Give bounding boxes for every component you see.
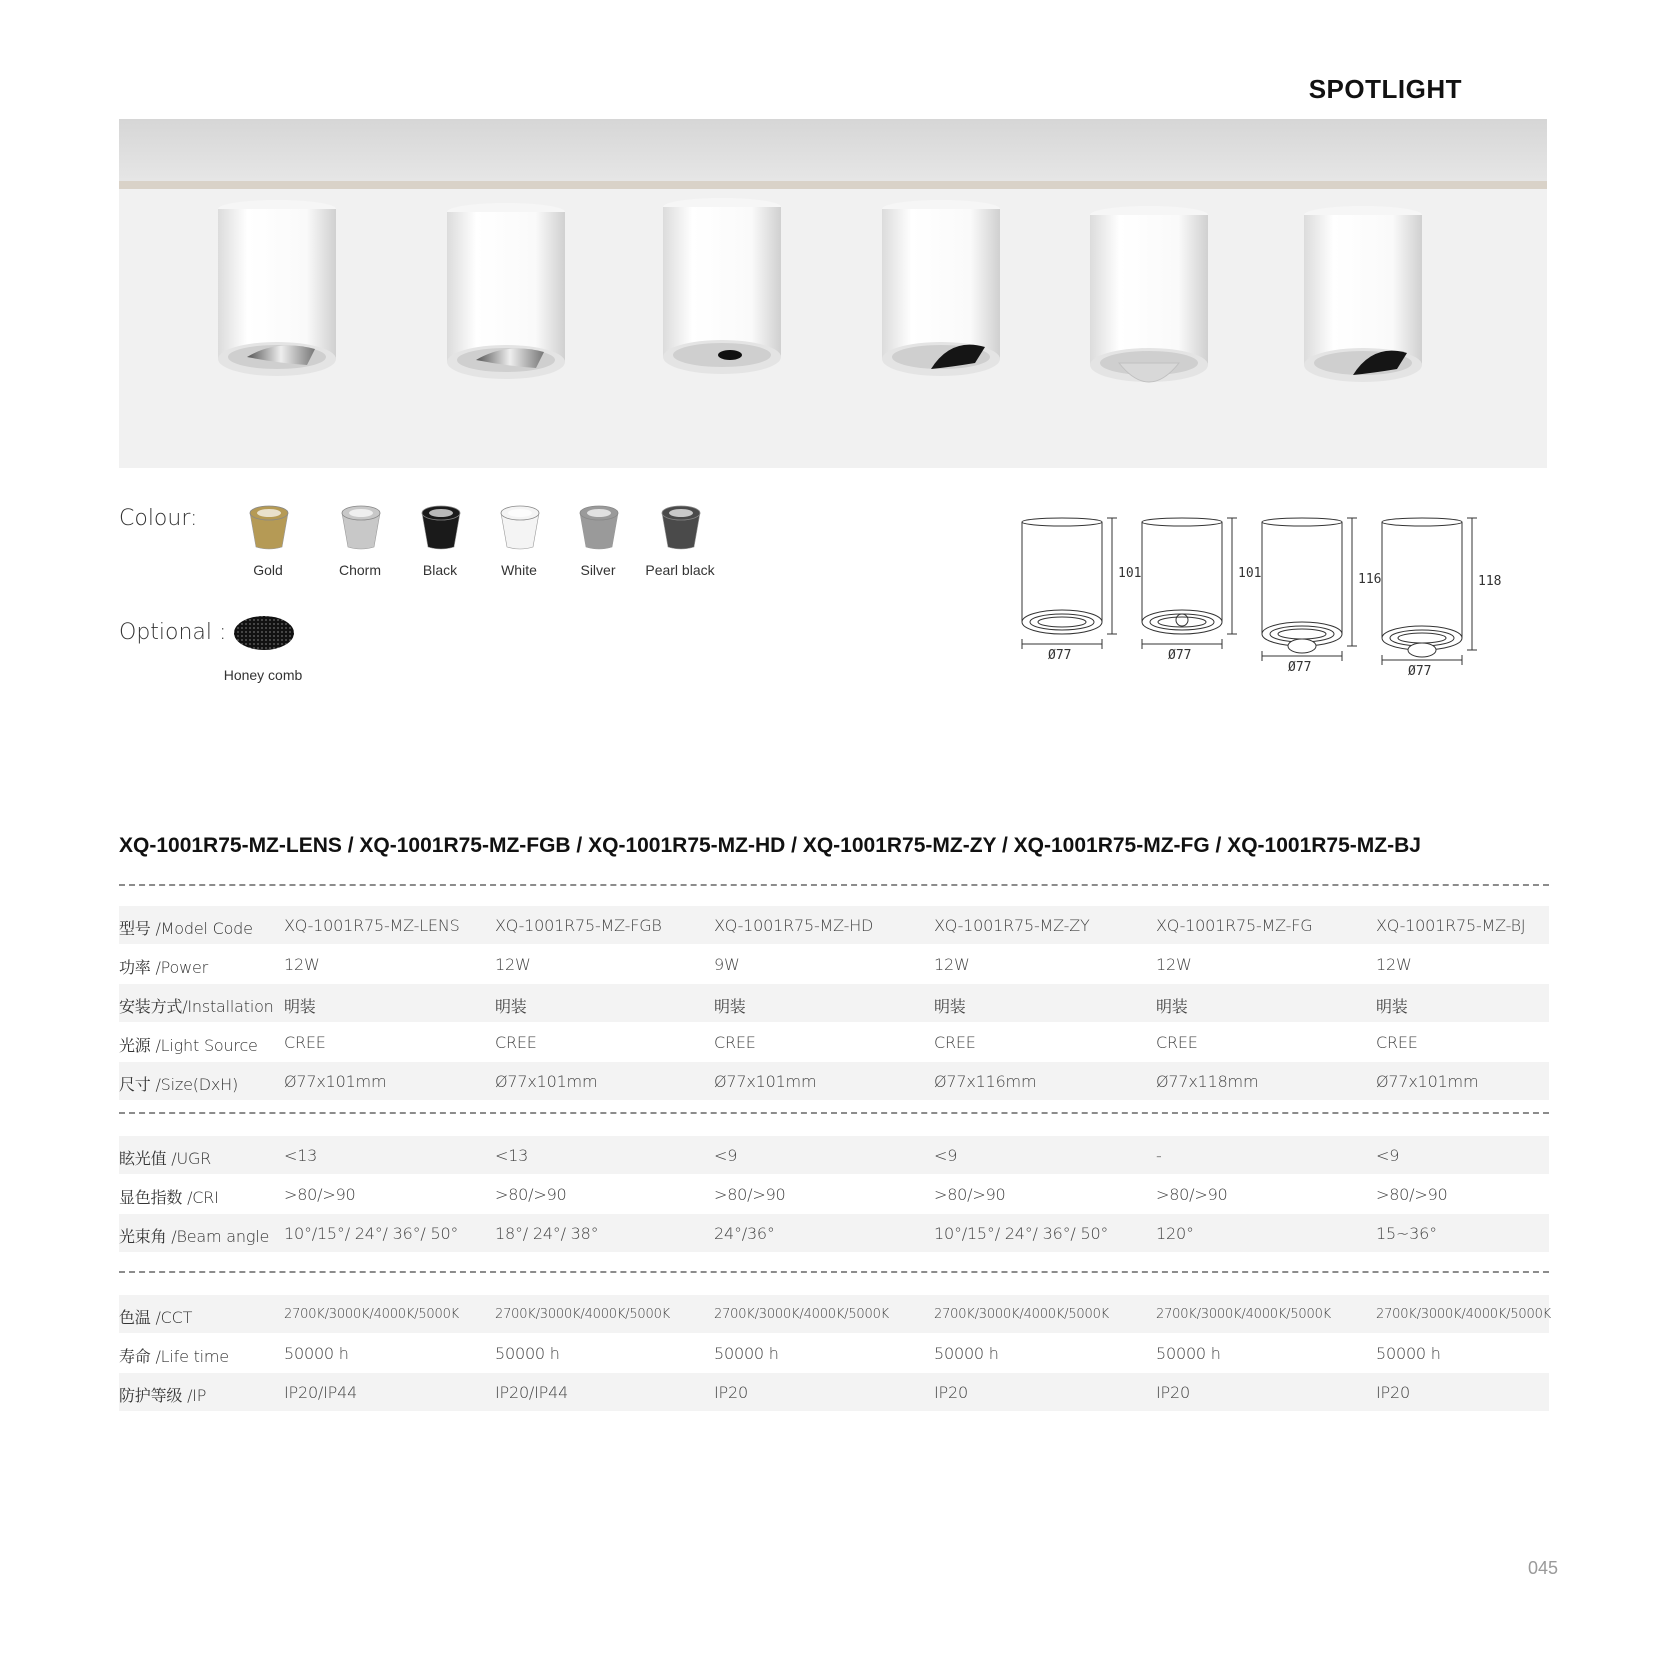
- spec-value: IP20: [934, 1383, 968, 1402]
- spec-value: 120°: [1156, 1224, 1194, 1243]
- spec-row: [119, 906, 1549, 944]
- spec-label: 防护等级 /IP: [119, 1386, 207, 1405]
- spec-value: 2700K/3000K/4000K/5000K: [714, 1307, 889, 1322]
- spec-value: 12W: [495, 955, 531, 974]
- spec-value: >80/>90: [495, 1185, 567, 1204]
- swatch-caption: White: [501, 562, 537, 578]
- spotlight-5: [1090, 206, 1208, 382]
- spec-value: IP20: [1376, 1383, 1410, 1402]
- swatch-caption: Chorm: [338, 562, 381, 578]
- spec-value: >80/>90: [284, 1185, 356, 1204]
- spec-value: 明装: [495, 997, 527, 1016]
- spec-label: 眩光值 /UGR: [119, 1149, 212, 1168]
- section-title: SPOTLIGHT: [1308, 74, 1462, 104]
- spec-value: 50000 h: [714, 1344, 779, 1363]
- diameter-dimension: Ø77: [1408, 664, 1432, 679]
- swatch-silver: [576, 503, 622, 551]
- spec-row: [119, 1334, 1549, 1372]
- spec-value: XQ-1001R75-MZ-BJ: [1376, 916, 1526, 935]
- spec-label: 显色指数 /CRI: [119, 1188, 219, 1207]
- spec-value: IP20/IP44: [495, 1383, 569, 1402]
- spec-label: 光源 /Light Source: [119, 1036, 258, 1055]
- spotlight-illustrations: [119, 119, 1547, 468]
- spec-value: XQ-1001R75-MZ-HD: [714, 916, 874, 935]
- spec-value: Ø77x101mm: [1376, 1072, 1479, 1091]
- spec-value: Ø77x116mm: [934, 1072, 1037, 1091]
- diameter-dimension: Ø77: [1048, 648, 1072, 663]
- spec-value: 明装: [1156, 997, 1188, 1016]
- spec-value: 50000 h: [1376, 1344, 1441, 1363]
- swatch-black: [418, 503, 464, 551]
- spec-value: 12W: [1376, 955, 1412, 974]
- spec-label: 型号 /Model Code: [119, 919, 253, 938]
- swatch-white: [497, 503, 543, 551]
- spec-value: IP20/IP44: [284, 1383, 358, 1402]
- spec-value: 50000 h: [1156, 1344, 1221, 1363]
- divider: [119, 1112, 1549, 1114]
- spotlight-2: [447, 203, 565, 379]
- spec-value: <13: [284, 1146, 318, 1165]
- spotlight-1: [218, 200, 336, 376]
- spec-row: [119, 1214, 1549, 1252]
- swatch-caption: Black: [422, 562, 458, 578]
- drawing-3: [1258, 510, 1368, 680]
- spec-value: 50000 h: [495, 1344, 560, 1363]
- spec-value: <13: [495, 1146, 529, 1165]
- spec-label: 安装方式/Installation: [119, 997, 274, 1016]
- honeycomb-caption: Honey comb: [223, 667, 303, 683]
- spec-value: <9: [714, 1146, 738, 1165]
- drawing-4: [1378, 510, 1488, 680]
- spec-row: [119, 945, 1549, 983]
- spec-value: CREE: [1156, 1033, 1198, 1052]
- spec-value: 明装: [1376, 997, 1408, 1016]
- spec-value: Ø77x101mm: [495, 1072, 598, 1091]
- spec-value: >80/>90: [1376, 1185, 1448, 1204]
- spotlight-6: [1304, 206, 1422, 382]
- spec-value: 2700K/3000K/4000K/5000K: [934, 1307, 1109, 1322]
- swatch-chorm: [338, 503, 384, 551]
- colour-label: Colour:: [119, 506, 198, 531]
- spec-value: <9: [934, 1146, 958, 1165]
- spec-value: 10°/15°/ 24°/ 36°/ 50°: [934, 1224, 1109, 1243]
- spec-label: 光束角 /Beam angle: [119, 1227, 270, 1246]
- spec-value: 2700K/3000K/4000K/5000K: [1376, 1307, 1551, 1322]
- spec-value: 2700K/3000K/4000K/5000K: [1156, 1307, 1331, 1322]
- spec-row: [119, 1373, 1549, 1411]
- spec-value: XQ-1001R75-MZ-FG: [1156, 916, 1313, 935]
- swatch-caption: Pearl black: [645, 562, 715, 578]
- spec-label: 色温 /CCT: [119, 1308, 193, 1327]
- swatch-gold: [246, 503, 292, 551]
- spec-row: [119, 984, 1549, 1022]
- spec-value: Ø77x101mm: [714, 1072, 817, 1091]
- spec-value: 12W: [934, 955, 970, 974]
- spec-row: [119, 1136, 1549, 1174]
- swatch-caption: Gold: [253, 562, 283, 578]
- swatch-pearl-black: [658, 503, 704, 551]
- swatch-caption: Silver: [580, 562, 616, 578]
- spec-value: CREE: [714, 1033, 756, 1052]
- spec-row: [119, 1062, 1549, 1100]
- spec-value: >80/>90: [934, 1185, 1006, 1204]
- spec-value: Ø77x118mm: [1156, 1072, 1259, 1091]
- spec-value: <9: [1376, 1146, 1400, 1165]
- spec-value: >80/>90: [1156, 1185, 1228, 1204]
- divider: [119, 884, 1549, 886]
- spec-value: >80/>90: [714, 1185, 786, 1204]
- spec-value: 50000 h: [284, 1344, 349, 1363]
- height-dimension: 118: [1478, 574, 1502, 589]
- spec-value: 2700K/3000K/4000K/5000K: [495, 1307, 670, 1322]
- spec-value: CREE: [284, 1033, 326, 1052]
- height-dimension: 101: [1118, 566, 1142, 581]
- spec-value: XQ-1001R75-MZ-ZY: [934, 916, 1090, 935]
- diameter-dimension: Ø77: [1168, 648, 1192, 663]
- spotlight-4: [882, 200, 1000, 376]
- height-dimension: 101: [1238, 566, 1262, 581]
- spec-value: 明装: [714, 997, 746, 1016]
- spec-value: 10°/15°/ 24°/ 36°/ 50°: [284, 1224, 459, 1243]
- product-hero-image: [119, 119, 1547, 468]
- spec-value: 明装: [934, 997, 966, 1016]
- spec-row: [119, 1295, 1549, 1333]
- spec-value: 12W: [1156, 955, 1192, 974]
- spec-value: IP20: [714, 1383, 748, 1402]
- honeycomb-icon: [232, 614, 296, 652]
- spec-label: 尺寸 /Size(DxH): [119, 1075, 239, 1094]
- diameter-dimension: Ø77: [1288, 660, 1312, 675]
- drawing-1: [1018, 510, 1128, 680]
- divider: [119, 1271, 1549, 1273]
- spec-value: 18°/ 24°/ 38°: [495, 1224, 599, 1243]
- spec-value: 2700K/3000K/4000K/5000K: [284, 1307, 459, 1322]
- spec-row: [119, 1023, 1549, 1061]
- height-dimension: 116: [1358, 572, 1382, 587]
- spotlight-3: [663, 198, 781, 374]
- spec-value: 9W: [714, 955, 740, 974]
- page-number: 045: [1527, 1558, 1558, 1578]
- spec-value: 50000 h: [934, 1344, 999, 1363]
- spec-value: XQ-1001R75-MZ-FGB: [495, 916, 662, 935]
- models-heading: XQ-1001R75-MZ-LENS / XQ-1001R75-MZ-FGB / XQ-1001R75-MZ-HD / XQ-1001R75-MZ-ZY / XQ-1001R75-MZ-FG / XQ-1001R75-MZ-BJ: [119, 834, 1421, 857]
- spec-label: 功率 /Power: [119, 958, 209, 977]
- spec-value: 明装: [284, 997, 316, 1016]
- spec-value: XQ-1001R75-MZ-LENS: [284, 916, 460, 935]
- drawing-2: [1138, 510, 1248, 680]
- spec-label: 寿命 /Life time: [119, 1347, 229, 1366]
- spec-value: -: [1156, 1146, 1162, 1165]
- optional-label: Optional :: [119, 620, 227, 645]
- spec-value: CREE: [1376, 1033, 1418, 1052]
- spec-row: [119, 1175, 1549, 1213]
- spec-value: 24°/36°: [714, 1224, 775, 1243]
- spec-value: CREE: [934, 1033, 976, 1052]
- spec-value: 15~36°: [1376, 1224, 1437, 1243]
- spec-value: CREE: [495, 1033, 537, 1052]
- spec-value: Ø77x101mm: [284, 1072, 387, 1091]
- spec-value: 12W: [284, 955, 320, 974]
- spec-value: IP20: [1156, 1383, 1190, 1402]
